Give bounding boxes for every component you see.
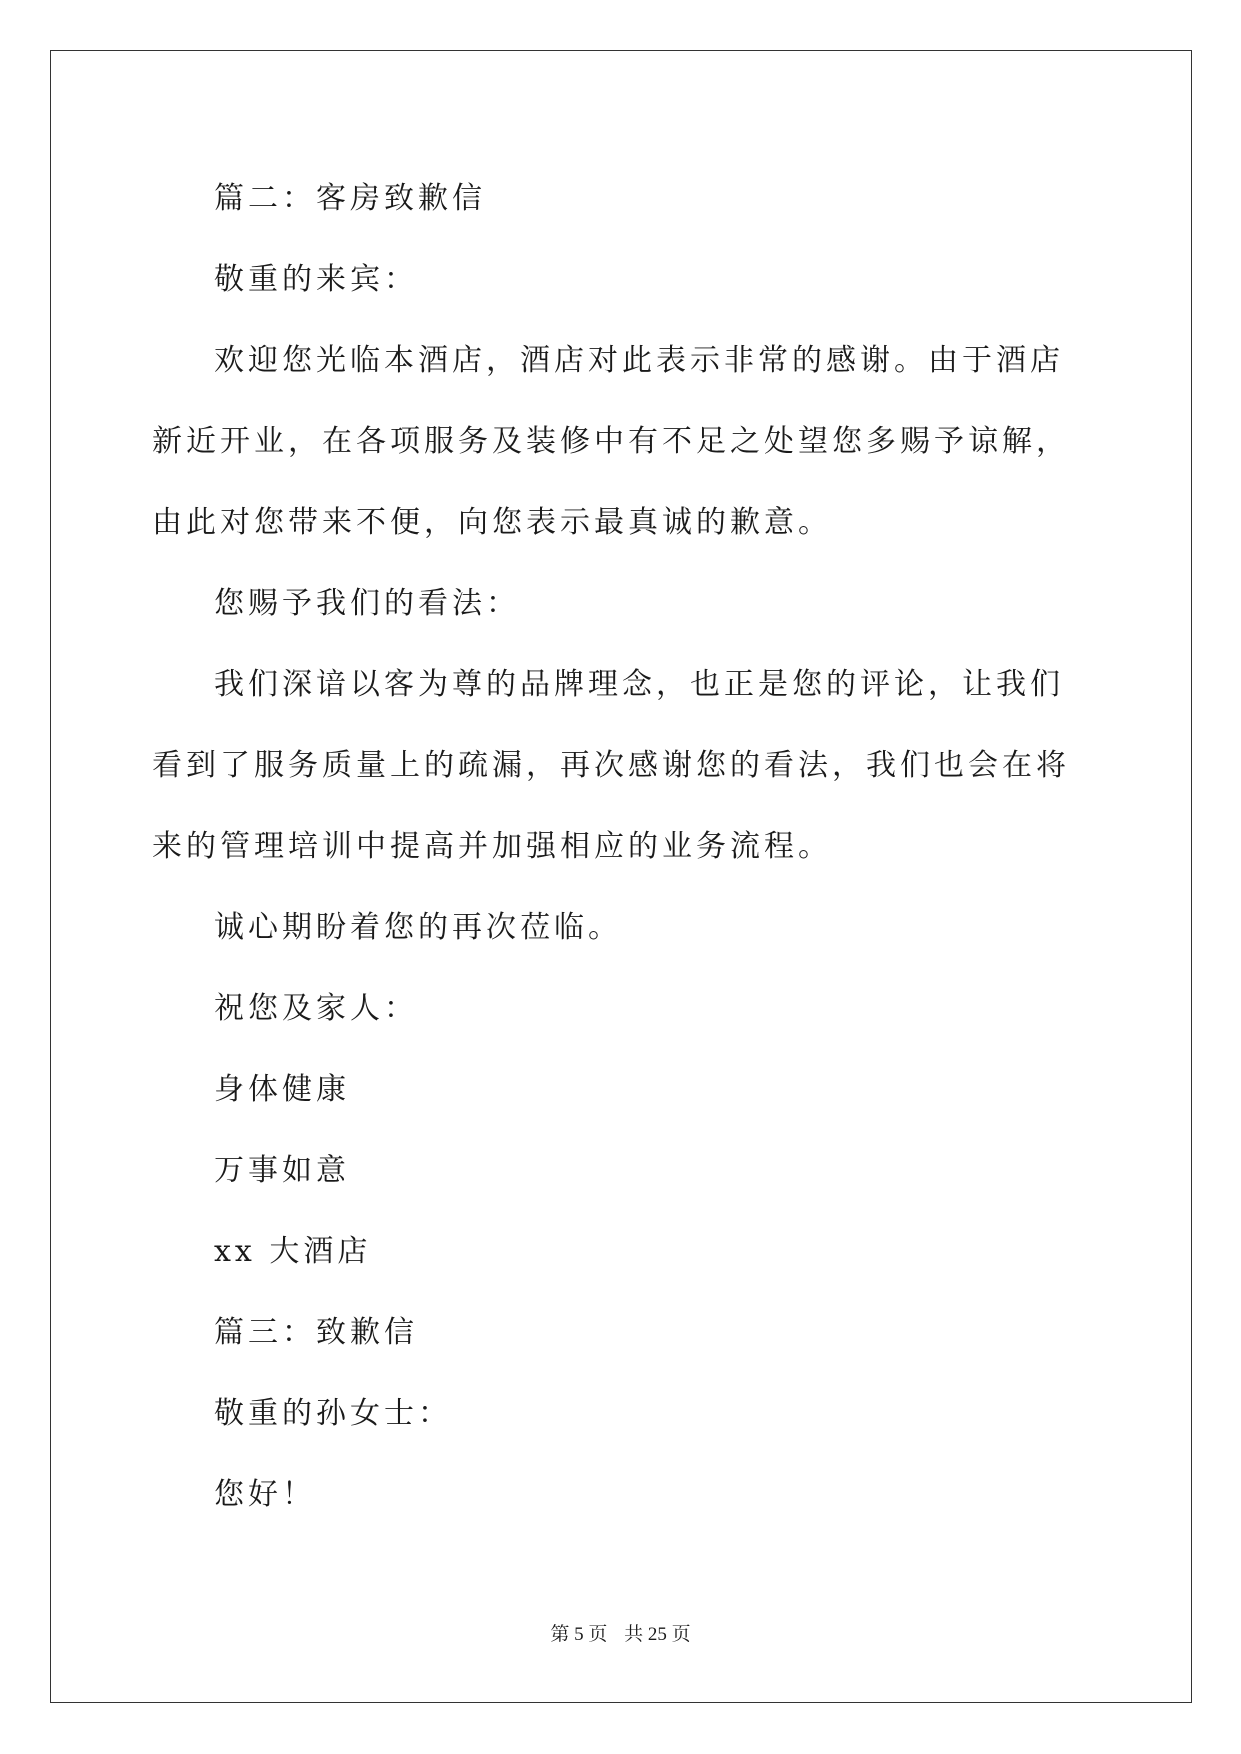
page-footer bbox=[0, 1619, 1241, 1646]
body-paragraph: 诚心期盼着您的再次莅临。 bbox=[214, 910, 622, 945]
body-paragraph: 您赐予我们的看法： bbox=[214, 586, 520, 621]
greeting: 您好！ bbox=[214, 1477, 316, 1512]
closing-line: 身体健康 bbox=[214, 1072, 350, 1107]
salutation: 敬重的孙女士： bbox=[214, 1396, 452, 1431]
section-heading: 篇二：客房致歉信 bbox=[214, 181, 486, 216]
closing-line: 祝您及家人： bbox=[214, 991, 418, 1026]
body-paragraph: 我们深谙以客为尊的品牌理念，也正是您的评论，让我们看到了服务质量上的疏漏，再次感谢您的看法，我们也会在将来的管理培训中提高并加强相应的业务流程。 bbox=[152, 667, 1070, 864]
section-heading: 篇三：致歉信 bbox=[214, 1315, 418, 1350]
body-paragraph: 欢迎您光临本酒店，酒店对此表示非常的感谢。由于酒店新近开业，在各项服务及装修中有不足之处望您多赐予谅解，由此对您带来不便，向您表示最真诚的歉意。 bbox=[152, 343, 1070, 540]
page-number: 第 5 页 bbox=[550, 1624, 608, 1645]
signature: xx 大酒店 bbox=[214, 1234, 372, 1269]
salutation: 敬重的来宾： bbox=[214, 262, 418, 297]
page-total: 共 25 页 bbox=[624, 1624, 691, 1645]
closing-line: 万事如意 bbox=[214, 1153, 350, 1188]
document-body bbox=[152, 158, 1092, 1535]
